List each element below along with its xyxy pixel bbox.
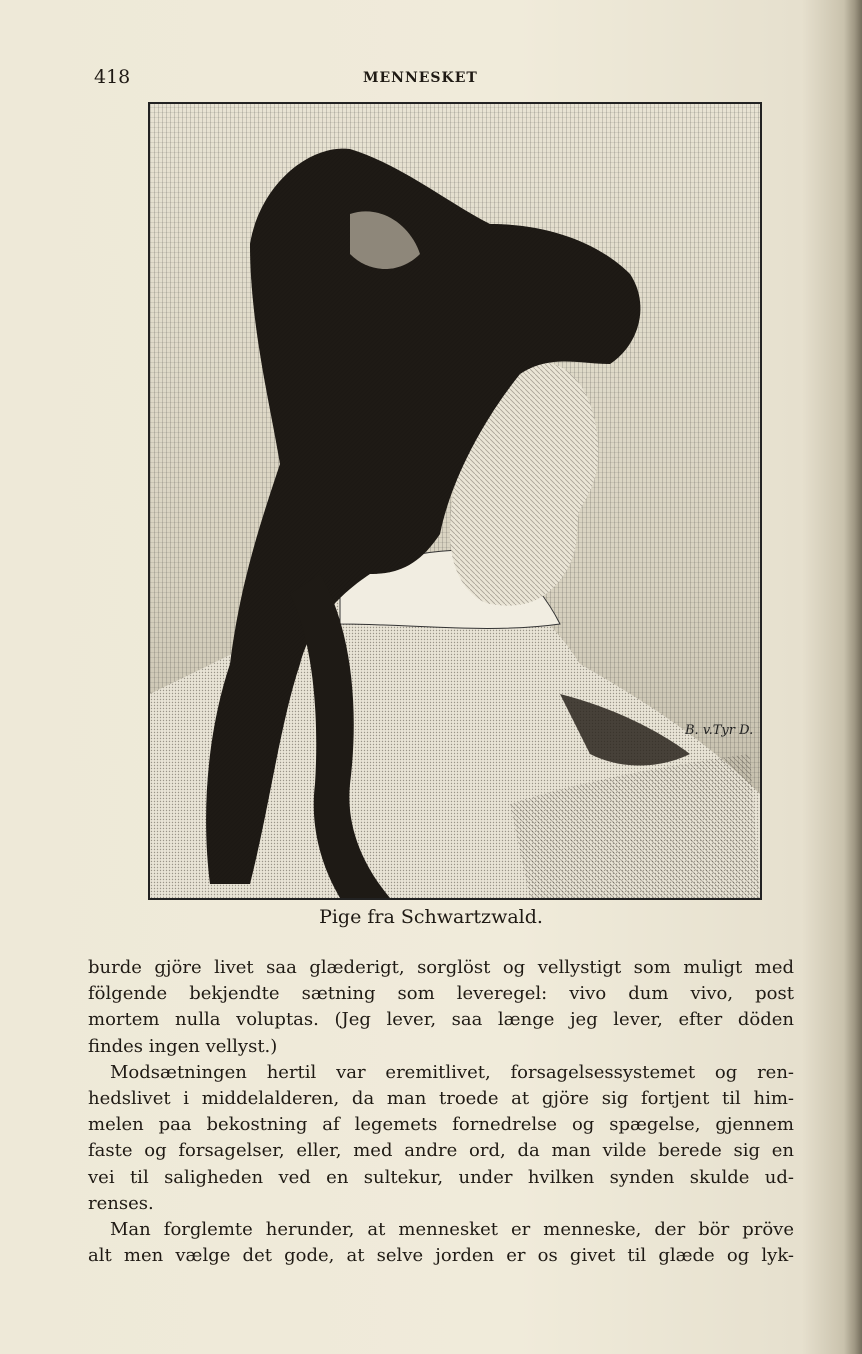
page-edge-shadow <box>844 0 862 1354</box>
text-line: Modsætningen hertil var eremitlivet, forsagelsessystemet og ren- <box>110 1061 794 1083</box>
figure-caption: Pige fra Schwartzwald. <box>319 906 543 928</box>
text-line: findes ingen vellyst.) <box>88 1035 278 1057</box>
text-line: vei til saligheden ved en sultekur, under hvilken synden skulde ud- <box>88 1166 794 1188</box>
body-text <box>88 955 794 1269</box>
text-line: mortem nulla voluptas. (Jeg lever, saa længe jeg lever, efter döden <box>88 1009 794 1031</box>
text-line: renses. <box>88 1192 154 1214</box>
text-line: alt men vælge det gode, at selve jorden er os givet til glæde og lyk- <box>88 1245 794 1267</box>
text-line: hedslivet i middelalderen, da man troede at gjöre sig fortjent til him- <box>88 1087 794 1109</box>
running-title: MENNESKET <box>363 70 478 86</box>
portrait-engraving <box>150 104 760 898</box>
engraver-signature: B. v.Tyr D. <box>685 723 754 738</box>
engraving-illustration <box>148 102 762 900</box>
text-line: fölgende bekjendte sætning som leveregel: vivo dum vivo, post <box>88 983 794 1005</box>
text-line: melen paa bekostning af legemets fornedrelse og spægelse, gjennem <box>88 1114 794 1136</box>
text-line: faste og forsagelser, eller, med andre ord, da man vilde berede sig en <box>88 1140 794 1162</box>
text-line: burde gjöre livet saa glæderigt, sorglöst og vellystigt som muligt med <box>88 957 794 978</box>
page-number: 418 <box>94 66 131 88</box>
text-line: Man forglemte herunder, at mennesket er menneske, der bör pröve <box>110 1218 794 1240</box>
